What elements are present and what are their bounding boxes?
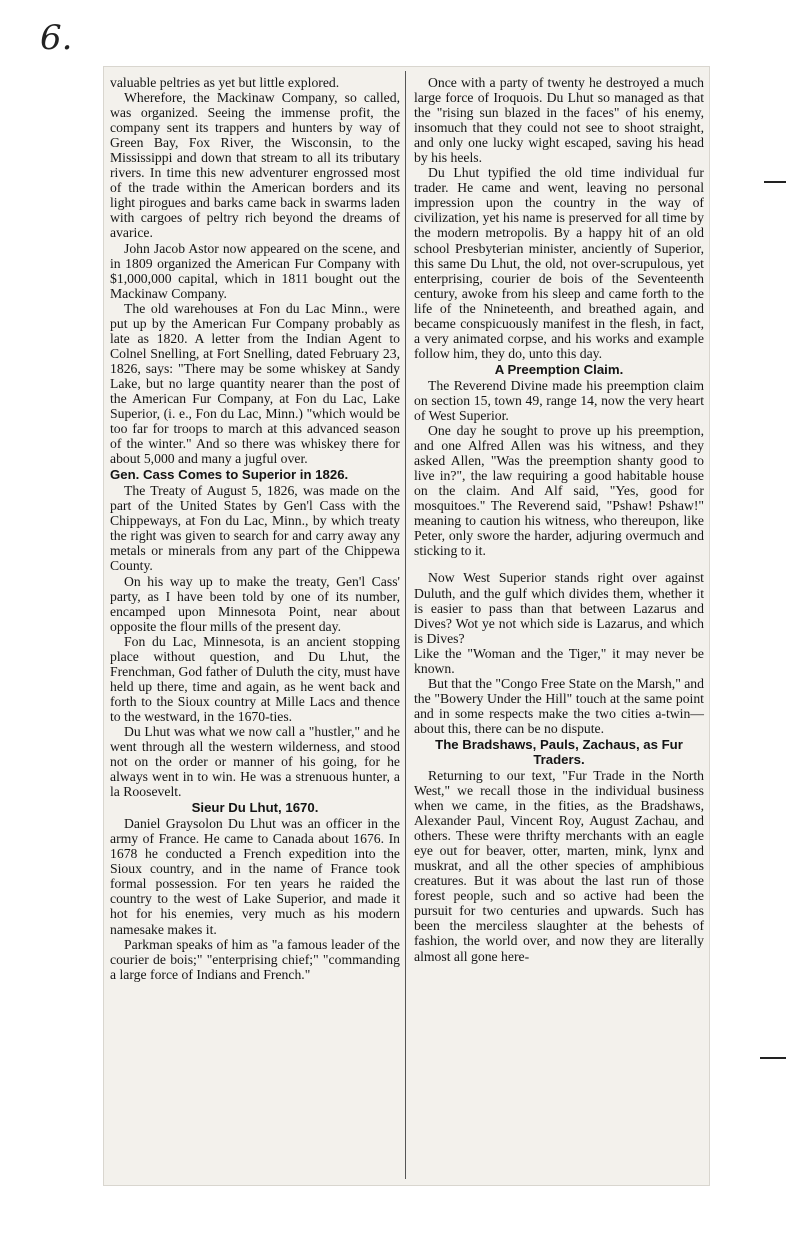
- paragraph: One day he sought to prove up his preemption, and one Alfred Allen was his witness, and they asked Allen, "Was the preemption shanty good to live in?", the law requiring a good habitable house on the claim. And Alf said, "Yes, good for mosquitoes." The Reverend said, "Pshaw! Pshaw!" meaning to caution his witness, who thereupon, like Peter, only swore the harder, adjuring overmuch and sticking to it.: [414, 423, 704, 559]
- left-column: [110, 75, 400, 982]
- margin-tick-mark: [760, 1057, 786, 1059]
- page-number: 6.: [40, 18, 73, 58]
- column-rule: [405, 71, 406, 1179]
- section-heading: Sieur Du Lhut, 1670.: [191, 800, 319, 816]
- paragraph: Once with a party of twenty he destroyed a much large force of Iroquois. Du Lhut so managed as that the "rising sun blazed in the faces" of his enemy, insomuch that they could not see to shoot straight, and only one lucky wight escaped, saving his head by his heels.: [414, 75, 704, 166]
- right-column: [414, 75, 704, 964]
- paragraph: Like the "Woman and the Tiger," it may never be known.: [414, 645, 704, 676]
- paragraph: Daniel Graysolon Du Lhut was an officer in the army of France. He came to Canada about 1676. In 1678 he conducted a French expedition into the Sioux country, and in the name of France took formal possession. For ten years he raided the country to the west of Lake Superior, and made it hot for his enemies, very much as his modern namesake makes it.: [110, 816, 400, 937]
- paragraph: Fon du Lac, Minnesota, is an ancient stopping place without question, and Du Lhut, the Frenchman, God father of Duluth the city, must have held up there, time and again, as he went back and forth to the Sioux country at Mille Lacs and thence to the westward, in the 1670-ties.: [110, 633, 400, 724]
- paragraph: Du Lhut was what we now call a "hustler," and he went through all the western wilderness, and stood not on the order or manner of his going, for he always went in to win. He was a strenuous hunter, a la Roosevelt.: [110, 723, 400, 800]
- section-heading: The Bradshaws, Pauls, Zachaus, as Fur Traders.: [435, 736, 683, 767]
- paragraph: valuable peltries as yet but little explored.: [110, 75, 340, 90]
- paragraph: The Treaty of August 5, 1826, was made on the part of the United States by Gen'l Cass with the Chippeways, at Fon du Lac, Minn., by which treaty the right was given to search for and carry away any metals or minerals from any part of the Chippewa County.: [110, 483, 400, 574]
- section-heading: A Preemption Claim.: [494, 361, 624, 377]
- paragraph: On his way up to make the treaty, Gen'l Cass' party, as I have been told by one of its number, encamped upon Minnesota Point, near about opposite the flour mills of the present day.: [110, 573, 400, 634]
- paragraph: John Jacob Astor now appeared on the scene, and in 1809 organized the American Fur Company with $1,000,000 capital, which in 1811 bought out the Mackinaw Company.: [110, 240, 400, 301]
- paragraph: Returning to our text, "Fur Trade in the North West," we recall those in the individual business when we came, in the fities, as the Bradshaws, Alexander Paul, Vincent Roy, August Zachau, and others. These were thrifty merchants with an eagle eye out for beaver, otter, marten, mink, lynx and muskrat, and all the other species of amphibious creatures. But it was about the last run of those forest people, such and so active had been the pursuit for two centuries and upwards. Such has been the merciless slaughter at the behests of fashion, the world over, and now they are literally almost all gone here-: [414, 767, 704, 964]
- paragraph: Parkman speaks of him as "a famous leader of the courier de bois;" "enterprising chief;" "commanding a large force of Indians and French.": [110, 936, 400, 982]
- newspaper-clipping: [103, 66, 710, 1186]
- section-heading: Gen. Cass Comes to Superior in 1826.: [110, 467, 349, 483]
- paragraph: But that the "Congo Free State on the Marsh," and the "Bowery Under the Hill" touch at the same point and in some respects make the two cities a-twin—about this, there can be no dispute.: [414, 675, 704, 736]
- paragraph: The Reverend Divine made his preemption claim on section 15, town 49, range 14, now the very heart of West Superior.: [414, 377, 704, 423]
- paragraph: The old warehouses at Fon du Lac Minn., were put up by the American Fur Company probably as late as 1820. A letter from the Indian Agent to Colnel Snelling, at Fort Snelling, dated February 23, 1826, says: "There may be some whiskey at Sandy Lake, but no large quantity nearer than the post of the American Fur Company, at Fon du Lac, Lake Superior, (i. e., Fon du Lac, Minn.) "which would be too far for troops to march at this advanced season of the winter." And so there was whiskey there for about 5,000 and many a jugful over.: [110, 300, 400, 467]
- paragraph: Wherefore, the Mackinaw Company, so called, was organized. Seeing the immense profit, the company sent its trappers and hunters by way of Green Bay, Fox River, the Wisconsin, to the Mississippi and down that stream to all its tributary rivers. In time this new adventurer engrossed most of the trade within the American borders and its light pirogues and barks came back in swarms laden with cargoes of peltry rich beyond the dreams of avarice.: [110, 90, 400, 241]
- paragraph: Du Lhut typified the old time individual fur trader. He came and went, leaving no personal impression upon the country in the way of civilization, yet his name is preserved for all time by the modern metropolis. By a happy hit of an old school Presbyterian minister, anciently of Superior, this same Du Lhut, the old, not over-scrupulous, yet enterprising, courier de bois of the Seventeenth century, awoke from his sleep and came forth to the life of the Nnineteenth, and breathed again, and became conspicuously manifest in the flesh, in fact, a very animated corpse, and his works and example follow him, they do, unto this day.: [414, 165, 704, 361]
- paragraph: Now West Superior stands right over against Duluth, and the gulf which divides them, whether it is easier to pass than that between Lazarus and Dives? Wot ye not which side is Lazarus, and which is Dives?: [414, 570, 704, 646]
- margin-tick-mark: [764, 181, 786, 183]
